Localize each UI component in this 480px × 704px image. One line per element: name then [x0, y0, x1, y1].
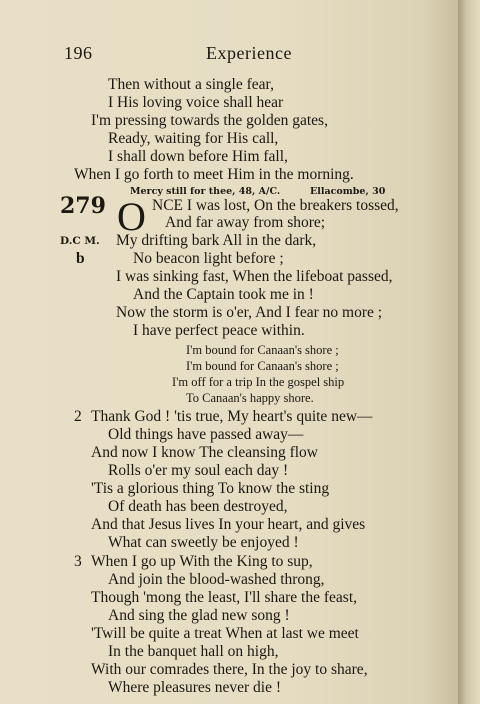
verse-line: Now the storm is o'er, And I fear no more ;	[116, 304, 383, 321]
verse-line: I shall down before Him fall,	[108, 148, 288, 165]
verse-line: With our comrades there, In the joy to share,	[91, 661, 368, 678]
verse-line: Of death has been destroyed,	[108, 498, 288, 515]
verse-line: 'Tis a glorious thing To know the sting	[91, 480, 330, 497]
verse-line: I was sinking fast, When the lifeboat passed,	[116, 268, 393, 285]
verse-line: NCE I was lost, On the breakers tossed,	[152, 197, 399, 214]
tune-name: Ellacombe, 30	[310, 186, 386, 197]
verse-line: My drifting bark All in the dark,	[116, 232, 317, 249]
verse-line: Then without a single fear,	[108, 76, 274, 93]
verse-line: I have perfect peace within.	[133, 322, 305, 339]
hymn-number: 279	[60, 193, 106, 219]
verse-line: Thank God ! 'tis true, My heart's quite new—	[91, 408, 373, 425]
book-gutter	[458, 0, 480, 704]
verse-line: Though 'mong the least, I'll share the feast,	[91, 589, 357, 606]
verse-line: And the Captain took me in !	[133, 286, 314, 303]
verse-line: In the banquet hall on high,	[108, 643, 279, 660]
chorus-line: I'm bound for Canaan's shore ;	[186, 343, 339, 357]
verse-line: I His loving voice shall hear	[108, 94, 284, 111]
hymn-key: b	[76, 250, 85, 267]
verse-number: 3	[74, 553, 82, 570]
chorus-line: To Canaan's happy shore.	[186, 391, 314, 405]
verse-line: And join the blood-washed throng,	[108, 571, 325, 588]
tune-reference: Mercy still for thee, 48, A/C.	[130, 186, 281, 197]
verse-line: What can sweetly be enjoyed !	[108, 534, 299, 551]
verse-line: And that Jesus lives In your heart, and gives	[91, 516, 366, 533]
verse-line: When I go forth to meet Him in the morning.	[74, 166, 354, 183]
verse-line: Old things have passed away—	[108, 426, 304, 443]
page-title: Experience	[206, 43, 292, 63]
verse-line: I'm pressing towards the golden gates,	[91, 112, 328, 129]
verse-line: Where pleasures never die !	[108, 679, 281, 696]
verse-line: Ready, waiting for His call,	[108, 130, 279, 147]
verse-line: When I go up With the King to sup,	[91, 553, 313, 570]
verse-line: And sing the glad new song !	[108, 607, 290, 624]
verse-line: And far away from shore;	[165, 214, 326, 231]
verse-line: Rolls o'er my soul each day !	[108, 462, 289, 479]
page-number: 196	[64, 43, 93, 63]
verse-line: And now I know The cleansing flow	[91, 444, 319, 461]
verse-line: No beacon light before ;	[133, 250, 284, 267]
chorus-line: I'm off for a trip In the gospel ship	[172, 375, 345, 389]
chorus-line: I'm bound for Canaan's shore ;	[186, 359, 339, 373]
verse-line: 'Twill be quite a treat When at last we meet	[91, 625, 359, 642]
drop-cap: O	[117, 194, 146, 239]
verse-number: 2	[74, 408, 82, 425]
hymn-meter: D.C M.	[60, 235, 100, 247]
